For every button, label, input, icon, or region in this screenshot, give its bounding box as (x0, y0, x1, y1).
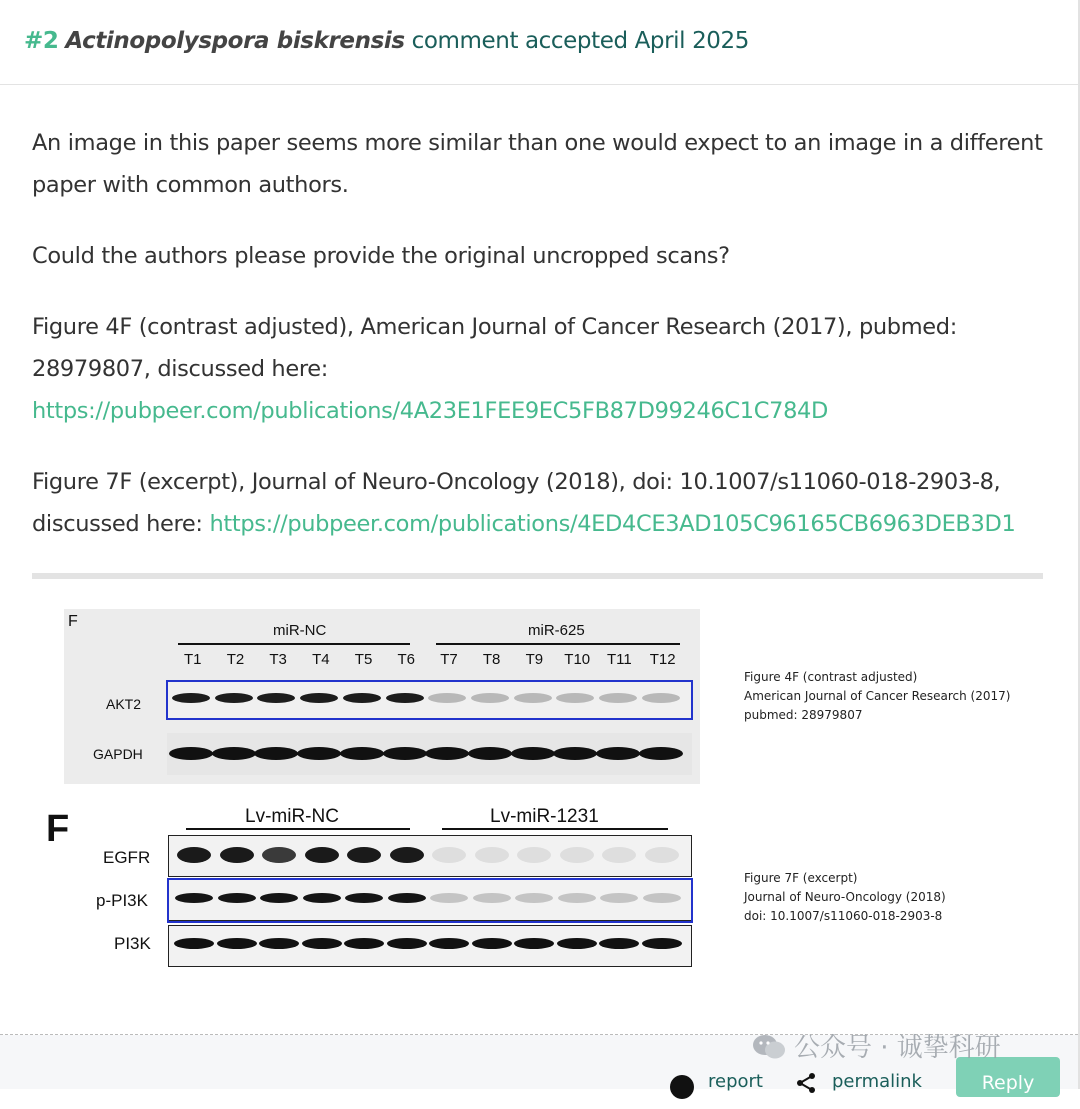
fig7-pi3k-band-6 (387, 938, 427, 949)
reply-button[interactable]: Reply (956, 1057, 1060, 1097)
fig7-egfr-band-2 (220, 847, 254, 863)
share-icon[interactable] (795, 1072, 817, 1094)
fig7-pi3k-band-12 (642, 938, 682, 949)
fig4-caption (744, 668, 1010, 725)
watermark-text: 公众号 · 诚挚科研 (794, 1033, 1001, 1063)
comment-title (24, 28, 749, 54)
paragraph-2: Could the authors please provide the original uncropped scans? (32, 243, 730, 269)
fig7-egfr-band-9 (517, 847, 551, 863)
fig4-group-1: miR-NC (273, 622, 327, 639)
fig7-caption-line-3: doi: 10.1007/s11060-018-2903-8 (744, 909, 943, 923)
fig4-gapdh-band-5 (340, 747, 384, 760)
fig4-caption-line-1: Figure 4F (contrast adjusted) (744, 670, 918, 684)
fig7-group-2-line (442, 828, 668, 830)
fig4-akt2-band-11 (599, 693, 637, 703)
fig7-pi3k-band-7 (429, 938, 469, 949)
figure-4f-blot (64, 609, 700, 784)
fig7-egfr-band-1 (177, 847, 211, 863)
fig4-gapdh-band-7 (425, 747, 469, 760)
fig4-lane-t11: T11 (607, 651, 632, 668)
fig4-gapdh-band-4 (297, 747, 341, 760)
fig4-gapdh-band-1 (169, 747, 213, 760)
fig4-lane-t8: T8 (482, 651, 501, 668)
fig4-group-2: miR-625 (528, 622, 585, 639)
fig7-egfr-band-5 (347, 847, 381, 863)
fig7-ppi3k-band-3 (260, 893, 298, 903)
fig7-ppi3k-band-2 (218, 893, 256, 903)
fig4-lane-t7: T7 (440, 651, 458, 668)
fig4-gapdh-band-8 (468, 747, 512, 760)
divider (32, 573, 1043, 579)
fig7-ppi3k-band-10 (558, 893, 596, 903)
fig7-egfr-band-3 (262, 847, 296, 863)
fig4-akt2-band-4 (300, 693, 338, 703)
fig7-group-1: Lv-miR-NC (245, 806, 339, 827)
fig7-pi3k-band-3 (259, 938, 299, 949)
comment-status: comment accepted April 2025 (411, 28, 750, 54)
fig7-group-2: Lv-miR-1231 (490, 806, 599, 827)
fig7-egfr-band-11 (602, 847, 636, 863)
fig7-ppi3k-band-8 (473, 893, 511, 903)
fig4-lane-t1: T1 (184, 651, 202, 668)
fig4-lane-t10: T10 (564, 651, 591, 668)
fig7-pi3k-band-10 (557, 938, 597, 949)
permalink-link[interactable]: permalink (832, 1071, 922, 1092)
fig4-akt2-band-9 (514, 693, 552, 703)
fig4-gapdh-band-6 (383, 747, 427, 760)
comment-header (0, 0, 1078, 85)
fig4-akt2-band-2 (215, 693, 253, 703)
report-icon[interactable] (670, 1075, 694, 1099)
fig4-gapdh-band-12 (639, 747, 683, 760)
fig4-lane-t4: T4 (312, 651, 330, 668)
paragraph-3 (32, 306, 1052, 432)
fig7-row-ppi3k: p-PI3K (96, 891, 148, 910)
fig7-pi3k-band-11 (599, 938, 639, 949)
fig7-row-pi3k: PI3K (114, 934, 151, 953)
fig7-pi3k-band-1 (174, 938, 214, 949)
fig4-lane-t5: T5 (354, 651, 373, 668)
fig7-egfr-band-6 (390, 847, 424, 863)
fig4-akt2-band-1 (172, 693, 210, 703)
paragraph-3-text: Figure 4F (contrast adjusted), American Journal of Cancer Research (2017), pubmed: 28979807, discussed here: (32, 314, 957, 382)
fig4-gapdh-band-2 (212, 747, 256, 760)
fig7-ppi3k-band-9 (515, 893, 553, 903)
fig4-gapdh-band-9 (511, 747, 555, 760)
fig4-akt2-band-12 (642, 693, 680, 703)
fig7-pi3k-band-8 (472, 938, 512, 949)
paper-species: Actinopolyspora biskrensis (65, 28, 405, 54)
fig4-lane-t12: T12 (649, 651, 676, 668)
fig4-group-2-line (436, 643, 680, 645)
fig4-row-gapdh: GAPDH (93, 746, 143, 762)
fig7-ppi3k-band-11 (600, 893, 638, 903)
fig7-egfr-band-8 (475, 847, 509, 863)
fig7-egfr-band-10 (560, 847, 594, 863)
fig4-panel-letter: F (68, 613, 78, 630)
fig7-egfr-band-7 (432, 847, 466, 863)
figure-7f-blot (40, 800, 700, 975)
fig4-akt2-band-5 (343, 693, 381, 703)
fig7-ppi3k-band-12 (643, 893, 681, 903)
fig4-gapdh-band-11 (596, 747, 640, 760)
paragraph-4 (32, 461, 1052, 545)
fig7-egfr-band-12 (645, 847, 679, 863)
fig4-row-akt2: AKT2 (106, 696, 142, 712)
fig7-caption (744, 869, 946, 926)
fig7-row-egfr: EGFR (103, 848, 151, 867)
fig4-akt2-band-7 (428, 693, 466, 703)
report-link[interactable]: report (708, 1071, 763, 1092)
pubpeer-link-1[interactable]: https://pubpeer.com/publications/4A23E1FEE9EC5FB87D99246C1C784D (32, 398, 828, 424)
fig4-lane-t3: T3 (269, 651, 287, 668)
fig7-ppi3k-band-6 (388, 893, 426, 903)
paragraph-1: An image in this paper seems more similar than one would expect to an image in a different paper with common authors. (32, 130, 1043, 198)
paragraph-4-text: Figure 7F (excerpt), Journal of Neuro-Oncology (2018), doi: 10.1007/s11060-018-2903-8, discussed here: (32, 469, 1001, 537)
fig4-lane-t6: T6 (397, 651, 416, 668)
fig4-lane-t2: T2 (226, 651, 245, 668)
fig4-akt2-band-8 (471, 693, 509, 703)
fig4-gapdh-band-10 (553, 747, 597, 760)
fig4-lane-t9: T9 (525, 651, 544, 668)
fig7-caption-line-2: Journal of Neuro-Oncology (2018) (744, 890, 946, 904)
fig7-pi3k-band-2 (217, 938, 257, 949)
fig7-ppi3k-band-5 (345, 893, 383, 903)
fig7-caption-line-1: Figure 7F (excerpt) (744, 871, 858, 885)
fig4-akt2-band-6 (386, 693, 424, 703)
fig7-ppi3k-band-4 (303, 893, 341, 903)
fig7-ppi3k-band-1 (175, 893, 213, 903)
fig7-ppi3k-band-7 (430, 893, 468, 903)
fig4-caption-line-2: American Journal of Cancer Research (2017) (744, 689, 1011, 703)
fig7-egfr-band-4 (305, 847, 339, 863)
fig7-pi3k-band-5 (344, 938, 384, 949)
comment-body (32, 122, 1052, 574)
pubpeer-link-2[interactable]: https://pubpeer.com/publications/4ED4CE3AD105C96165CB6963DEB3D1 (209, 511, 1016, 537)
fig4-caption-line-3: pubmed: 28979807 (744, 708, 863, 722)
fig7-panel-letter: F (46, 808, 70, 850)
fig7-pi3k-band-4 (302, 938, 342, 949)
fig7-group-1-line (186, 828, 410, 830)
watermark (752, 1027, 1001, 1064)
comment-number-link[interactable]: #2 (24, 28, 59, 54)
fig4-group-1-line (178, 643, 410, 645)
fig7-pi3k-band-9 (514, 938, 554, 949)
wechat-icon (752, 1034, 786, 1060)
